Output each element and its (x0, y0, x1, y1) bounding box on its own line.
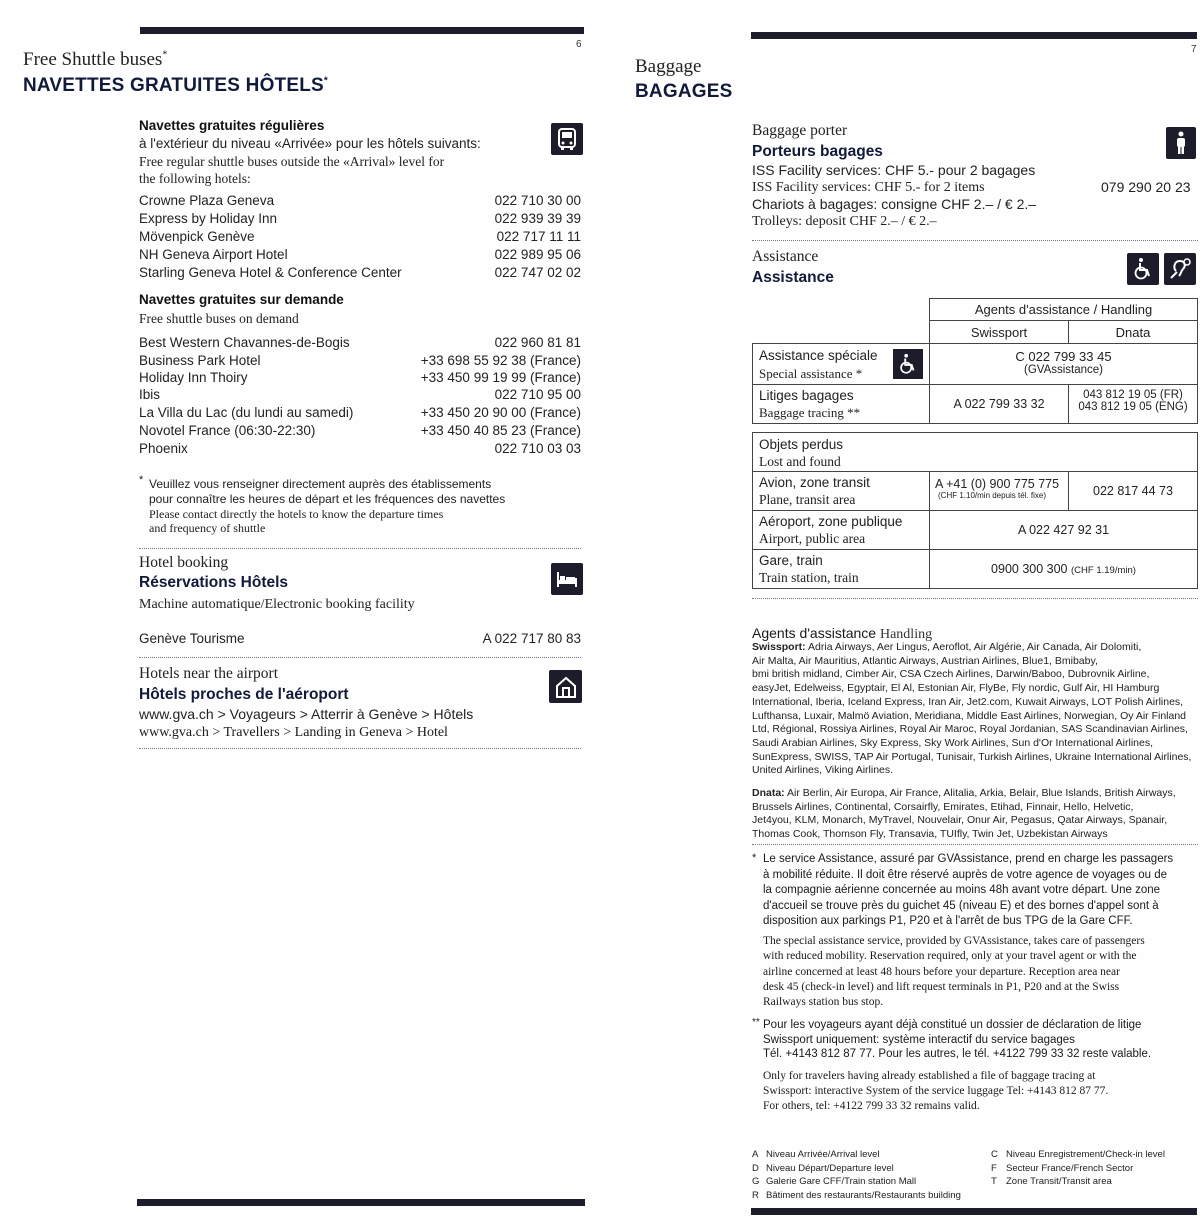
special-phone-cell (929, 343, 1198, 385)
note1-mark: * (752, 852, 757, 864)
note-en-2: and frequency of shuttle (149, 521, 266, 535)
row-special (752, 343, 930, 385)
note2-fr (763, 1018, 1199, 1062)
divider (752, 240, 1198, 241)
house-icon (549, 670, 582, 703)
note-line: Swissport uniquement: système interactif du service bagages (763, 1033, 1075, 1046)
porter-title-fr: Porteurs bagages (752, 143, 883, 160)
porter-phone: 079 290 20 23 (1101, 179, 1191, 195)
swissport-line: Swissport: Adria Airways, Aer Lingus, Aeroflot, Air Algérie, Air Canada, Air Dolomiti, (752, 641, 1142, 653)
booking-title-fr: Réservations Hôtels (139, 574, 289, 591)
dnata-line: Thomas Cook, Thomson Fly, Transavia, TUIfly, Twin Jet, Uzbekistan Airways (752, 828, 1108, 841)
plane-dnata-cell (1068, 471, 1198, 511)
train-en: Train station, train (759, 570, 859, 585)
right-bottom-bar (751, 1208, 1197, 1215)
hotel-row: Express by Holiday Inn 022 939 39 39 (139, 211, 581, 226)
train-phone: 0900 300 300 (991, 562, 1068, 576)
plane-dnata: 022 817 44 73 (1093, 484, 1173, 498)
swissport-line: United Airlines, Viking Airlines. (752, 764, 894, 777)
legend-left (752, 1148, 961, 1202)
assistance-title-fr: Assistance (752, 269, 834, 286)
swissport-line: Saudi Arabian Airlines, Sky Express, Sky Work Airlines, Sun d'Or International Airlines, (752, 736, 1153, 749)
on-demand-heading: Navettes gratuites sur demande (139, 292, 344, 307)
col-dnata (1068, 320, 1198, 344)
on-demand-subheading: Free shuttle buses on demand (139, 311, 299, 326)
note-line: with reduced mobility. Reservation required, only at your travel agent or with the (763, 950, 1137, 963)
hotel-row: Novotel France (06:30-22:30) +33 450 40 85 23 (France) (139, 423, 581, 438)
swissport-list (752, 641, 1198, 778)
note-line: Swissport: interactive System of the service luggage Tel: +4143 812 87 77. (763, 1085, 1109, 1097)
porter-line-1: ISS Facility services: CHF 5.- pour 2 bagages (752, 162, 1036, 178)
left-top-bar (140, 27, 584, 34)
note-line: For others, tel: +4122 799 33 32 remains valid. (763, 1100, 980, 1112)
note-line: la compagnie aérienne concernée au moins 48h avant votre départ. Une zone (763, 884, 1161, 896)
divider (139, 548, 581, 549)
plane-swissport-cell (929, 471, 1069, 511)
porter-title-en: Baggage porter (752, 122, 848, 139)
row-airport (752, 510, 930, 550)
col-dnata-label: Dnata (1115, 325, 1151, 340)
legend-item: A Niveau Arrivée/Arrival level (752, 1149, 880, 1160)
left-title-fr: NAVETTES GRATUITES HÔTELS* (23, 75, 329, 96)
train-phone-cell (929, 549, 1198, 589)
divider (752, 844, 1198, 845)
tracing-swissport: A 022 799 33 32 (953, 397, 1045, 411)
legend-item: R Bâtiment des restaurants/Restaurants building (752, 1189, 961, 1201)
swissport-line: Lufthansa, Luxair, Malmö Aviation, Meridiana, Middle East Airlines, Norwegian, Oy Air Finland (752, 709, 1187, 722)
special-en: Special assistance * (759, 366, 863, 381)
airport-phone: A 022 427 92 31 (1017, 523, 1110, 537)
agents-title: Agents d'assistance Handling (752, 625, 933, 642)
table-header (929, 298, 1198, 321)
porter-line-2: ISS Facility services: CHF 5.- for 2 items (752, 180, 985, 195)
row-train (752, 549, 930, 589)
assistance-title-en: Assistance (752, 248, 819, 265)
legend-item: C Niveau Enregistrement/Check-in level (991, 1149, 1165, 1160)
divider (752, 598, 1198, 599)
wheelchair-icon (893, 349, 923, 379)
page-number-left: 6 (576, 39, 582, 50)
right-title-fr: BAGAGES (635, 81, 733, 102)
near-link-en[interactable]: www.gva.ch > Travellers > Landing in Geneva > Hotel (139, 725, 448, 740)
hotel-row: Business Park Hotel +33 698 55 92 38 (France) (139, 353, 581, 368)
legend-item: D Niveau Départ/Departure level (752, 1162, 894, 1174)
dnata-line: Brussels Airlines, Continental, Corsairfly, Emirates, Etihad, Finnair, Hello, Helvetic, (752, 800, 1134, 813)
special-sub: (GVAssistance) (1023, 364, 1104, 376)
hotel-row: Crowne Plaza Geneva 022 710 30 00 (139, 193, 581, 208)
train-rate: (CHF 1.19/min) (1071, 565, 1136, 576)
porter-line-3: Chariots à bagages: consigne CHF 2.– / € 2.– (752, 196, 1037, 212)
note-line: Tél. +4143 812 87 77. Pour les autres, le tél. +4122 799 33 32 reste valable. (763, 1048, 1152, 1060)
swissport-line: International, Iberia, Iceland Express, Iran Air, Jet2.com, Kuwait Airways, LOT Polish Airlines, (752, 695, 1184, 708)
note-line: disposition aux parkings P1, P20 et à l'arrêt de bus TPG de la Gare CFF. (763, 915, 1133, 927)
col-swissport (929, 320, 1069, 344)
note-fr-2: pour connaître les heures de départ et les fréquences des navettes (149, 492, 506, 506)
plane-en: Plane, transit area (759, 492, 856, 507)
regular-heading: Navettes gratuites régulières (139, 118, 325, 133)
note-fr-1: Veuillez vous renseigner directement auprès des établissements (149, 477, 492, 491)
legend-right (991, 1148, 1165, 1189)
note-mark: * (139, 474, 144, 486)
divider (139, 748, 581, 749)
porter-line-4: Trolleys: deposit CHF 2.– / € 2.– (752, 214, 937, 229)
note-line: desk 45 (check-in level) and lift request terminals in P1, P20 and at the Swiss (763, 980, 1120, 993)
near-title-en: Hotels near the airport (139, 665, 279, 682)
booking-desc: Machine automatique/Electronic booking facility (139, 597, 415, 612)
plane-swissport: A +41 (0) 900 775 775 (935, 477, 1060, 491)
airport-fr: Aéroport, zone publique (759, 514, 903, 529)
note-line: Railways station bus stop. (763, 996, 884, 1009)
tracing-dnata-cell (1068, 384, 1198, 424)
hotel-row: Holiday Inn Thoiry +33 450 99 19 99 (France) (139, 370, 581, 385)
row-tracing (752, 384, 930, 424)
note-line: Le service Assistance, assuré par GVAssistance, prend en charge les passagers (763, 853, 1174, 865)
bed-icon (551, 563, 583, 595)
tracing-dnata-2: 043 812 19 05 (ENG) (1078, 401, 1188, 413)
wheelchair-icon (1127, 253, 1159, 285)
note-line: Only for travelers having already established a file of baggage tracing at (763, 1070, 1096, 1082)
regular-desc-en-2: the following hotels: (139, 171, 251, 186)
note-line: Pour les voyageurs ayant déjà constitué un dossier de déclaration de litige (763, 1019, 1142, 1031)
plane-fr: Avion, zone transit (759, 475, 870, 490)
note2-en (763, 1069, 1199, 1114)
tracing-swissport-cell (929, 384, 1069, 424)
row-plane (752, 471, 930, 511)
swissport-line: SunExpress, SWISS, TAP Air Portugal, Tunisair, Turkish Airlines, Ukraine International Airlines, (752, 750, 1192, 763)
hotel-row: Phoenix 022 710 03 03 (139, 441, 581, 456)
hotel-row: Ibis 022 710 95 00 (139, 387, 581, 402)
regular-desc-en-1: Free regular shuttle buses outside the «Arrival» level for (139, 154, 445, 169)
note-en-1: Please contact directly the hotels to know the departure times (149, 507, 444, 521)
col-swissport-label: Swissport (970, 325, 1028, 340)
legend-item: T Zone Transit/Transit area (991, 1176, 1112, 1187)
airport-en: Airport, public area (759, 531, 866, 546)
booking-title-en: Hotel booking (139, 554, 229, 571)
page-number-right: 7 (1191, 44, 1197, 55)
tracing-dnata-1: 043 812 19 05 (FR) (1083, 389, 1183, 401)
left-title-en: Free Shuttle buses* (23, 49, 168, 70)
hotel-row: NH Geneva Airport Hotel 022 989 95 06 (139, 247, 581, 262)
note-line: à mobilité réduite. Il doit être réservé auprès de votre agence de voyages ou de (763, 868, 1168, 881)
hotel-row: Best Western Chavannes-de-Bogis 022 960 81 81 (139, 335, 581, 350)
swissport-line: easyJet, Edelweiss, Egyptair, El Al, Estonian Air, FlyBe, Fly nordic, Gulf Air, HI Hamburg (752, 682, 1160, 695)
left-bottom-bar (137, 1199, 585, 1206)
right-top-bar (751, 32, 1197, 39)
near-title-fr: Hôtels proches de l'aéroport (139, 686, 349, 703)
regular-desc-fr: à l'extérieur du niveau «Arrivée» pour les hôtels suivants: (139, 136, 481, 151)
lost-fr: Objets perdus (759, 437, 844, 452)
plane-swissport-sub: (CHF 1.10/min depuis tél. fixe) (938, 491, 1047, 500)
bus-icon (551, 123, 583, 155)
legend-item: F Secteur France/French Sector (991, 1162, 1134, 1174)
right-title-en: Baggage (635, 56, 702, 77)
porter-icon (1166, 127, 1196, 159)
note1-fr (763, 852, 1199, 930)
hearing-assist-icon (1164, 253, 1196, 285)
tracing-en: Baggage tracing ** (759, 405, 861, 420)
legend-item: G Galerie Gare CFF/Train station Mall (752, 1176, 917, 1187)
note-line: d'accueil se trouve près du guichet 45 (niveau E) et des bornes d'appel sont à (763, 899, 1159, 912)
lost-found-header (752, 432, 1198, 472)
hotel-row: Mövenpick Genève 022 717 11 11 (139, 229, 581, 244)
note2-mark: ** (752, 1017, 760, 1028)
table-header-label: Agents d'assistance / Handling (974, 302, 1153, 317)
hotel-row: Starling Geneva Hotel & Conference Center 022 747 02 02 (139, 265, 581, 280)
note-line: The special assistance service, provided by GVAssistance, takes care of passengers (763, 935, 1145, 947)
swissport-line: Ltd, Régional, Rossiya Airlines, Royal Air Maroc, Royal Jordanian, SAS Scandinavian Airlines, (752, 723, 1188, 736)
dnata-line: Dnata: Air Berlin, Air Europa, Air France, Alitalia, Arkia, Belair, Blue Islands, British Airways, (752, 787, 1176, 799)
note1-en (763, 934, 1199, 1010)
booking-row: Genève Tourisme A 022 717 80 83 (139, 631, 581, 646)
train-fr: Gare, train (759, 553, 823, 568)
special-fr: Assistance spéciale (759, 348, 878, 363)
special-phone: C 022 799 33 45 (1015, 349, 1112, 364)
note-line: airline concerned at least 48 hours before your departure. Reception area near (763, 965, 1120, 978)
hotel-row: La Villa du Lac (du lundi au samedi) +33 450 20 90 00 (France) (139, 405, 581, 420)
divider (139, 657, 581, 658)
dnata-list (752, 787, 1198, 842)
lost-en: Lost and found (759, 454, 841, 469)
train-phone-wrap (930, 550, 1197, 590)
swissport-line: Air Malta, Air Mauritius, Atlantic Airways, Austrian Airlines, Blue1, Bmibaby, (752, 654, 1098, 667)
tracing-fr: Litiges bagages (759, 388, 854, 403)
airport-phone-cell (929, 510, 1198, 550)
dnata-line: Jet4you, KLM, Monarch, MyTravel, Nouvelair, Onur Air, Pegasus, Qatar Airways, Spanair, (752, 814, 1168, 827)
swissport-line: bmi british midland, Cimber Air, CSA Czech Airlines, Darwin/Baboo, Dubrovnik Airline, (752, 668, 1150, 681)
near-link-fr[interactable]: www.gva.ch > Voyageurs > Atterrir à Genève > Hôtels (139, 706, 474, 722)
